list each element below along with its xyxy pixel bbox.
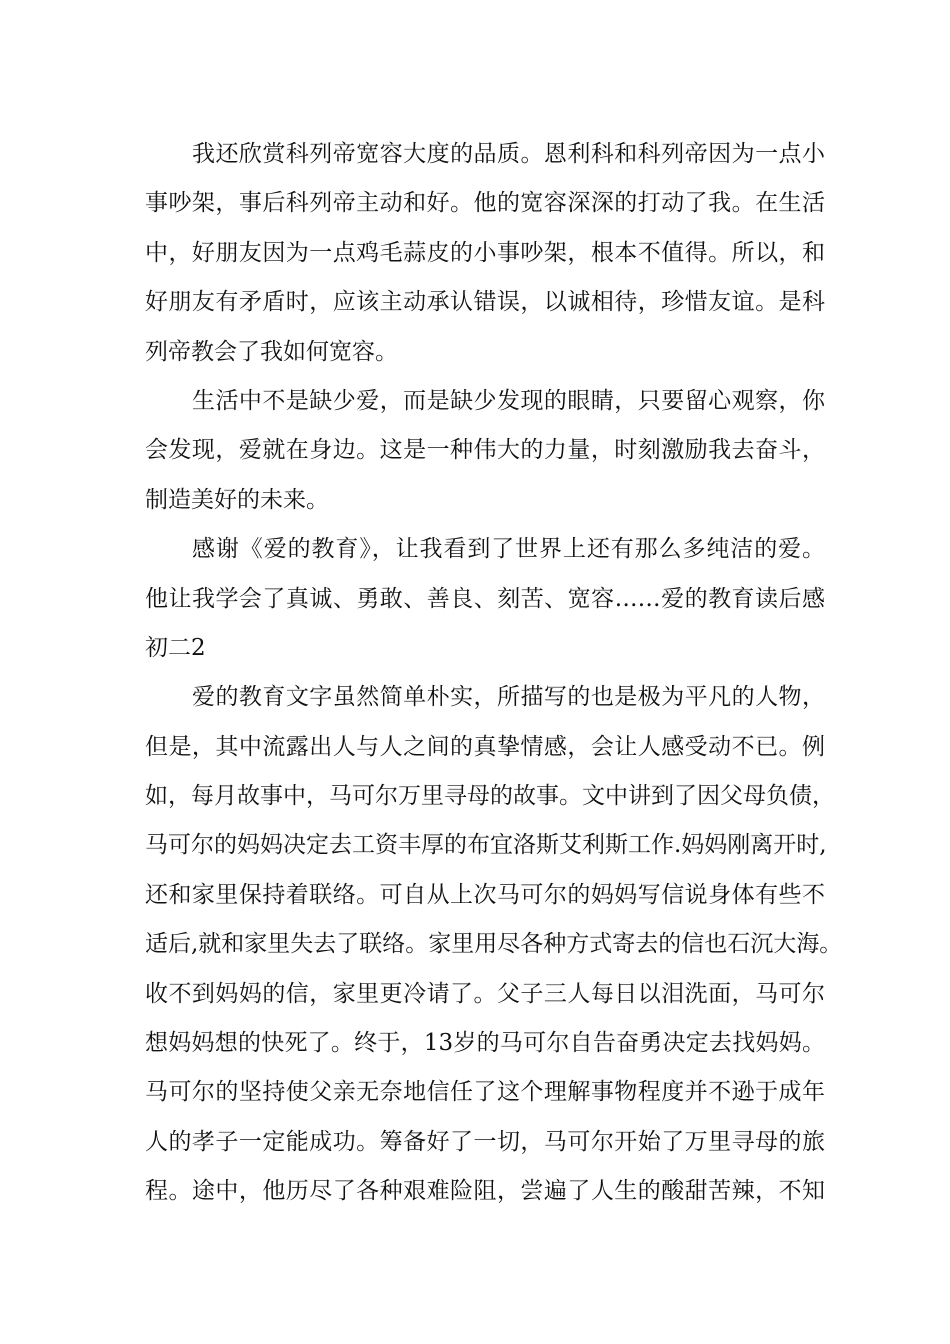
- section-heading: 初二2: [145, 634, 206, 661]
- text-line: 想妈妈想的快死了。终于，13岁的马可尔自告奋勇决定去找妈妈。: [145, 1030, 825, 1057]
- text-line: 马可尔的坚持使父亲无奈地信任了这个理解事物程度并不逊于成年: [145, 1079, 825, 1106]
- paragraph-kelidi-tolerance: [145, 130, 825, 377]
- paragraph-gratitude: [145, 525, 825, 673]
- text-line: 爱的教育文字虽然简单朴实，所描写的也是极为平凡的人物，: [192, 684, 825, 711]
- text-line: 马可尔的妈妈决定去工资丰厚的布宜洛斯艾利斯工作.妈妈刚离开时,: [145, 832, 827, 859]
- text-line: 收不到妈妈的信，家里更冷请了。父子三人每日以泪洗面，马可尔: [145, 980, 825, 1007]
- text-line: 制造美好的未来。: [145, 486, 329, 513]
- text-line: 我还欣赏科列帝宽容大度的品质。恩利科和科列帝因为一点小: [192, 141, 825, 167]
- text-line: 但是，其中流露出人与人之间的真挚情感，会让人感受动不已。例: [145, 733, 825, 760]
- text-line: 程。途中，他历尽了各种艰难险阻，尝遍了人生的酸甜苦辣，不知: [145, 1178, 825, 1205]
- paragraph-marco-story: [145, 673, 843, 1216]
- text-line: 他让我学会了真诚、勇敢、善良、刻苦、宽容……爱的教育读后感: [145, 585, 825, 612]
- text-line: 生活中不是缺少爱，而是缺少发现的眼睛，只要留心观察，你: [192, 387, 825, 414]
- document-body: [145, 130, 843, 1217]
- text-line: 适后,就和家里失去了联络。家里用尽各种方式寄去的信也石沉大海。: [145, 931, 843, 958]
- text-line: 事吵架，事后科列帝主动和好。他的宽容深深的打动了我。在生活: [145, 190, 825, 217]
- text-line: 会发现，爱就在身边。这是一种伟大的力量，时刻激励我去奋斗，: [145, 437, 825, 464]
- text-line: 如，每月故事中，马可尔万里寻母的故事。文中讲到了因父母负债，: [145, 783, 835, 810]
- text-line: 中，好朋友因为一点鸡毛蒜皮的小事吵架，根本不值得。所以，和: [145, 239, 825, 266]
- text-line: 感谢《爱的教育》，让我看到了世界上还有那么多纯洁的爱。: [192, 536, 825, 563]
- text-line: 还和家里保持着联络。可自从上次马可尔的妈妈写信说身体有些不: [145, 881, 825, 908]
- text-line: 好朋友有矛盾时，应该主动承认错误，以诚相待，珍惜友谊。是科: [145, 289, 825, 316]
- text-line: 列帝教会了我如何宽容。: [145, 338, 398, 365]
- paragraph-love-around: [145, 377, 825, 525]
- text-line: 人的孝子一定能成功。筹备好了一切，马可尔开始了万里寻母的旅: [145, 1128, 825, 1155]
